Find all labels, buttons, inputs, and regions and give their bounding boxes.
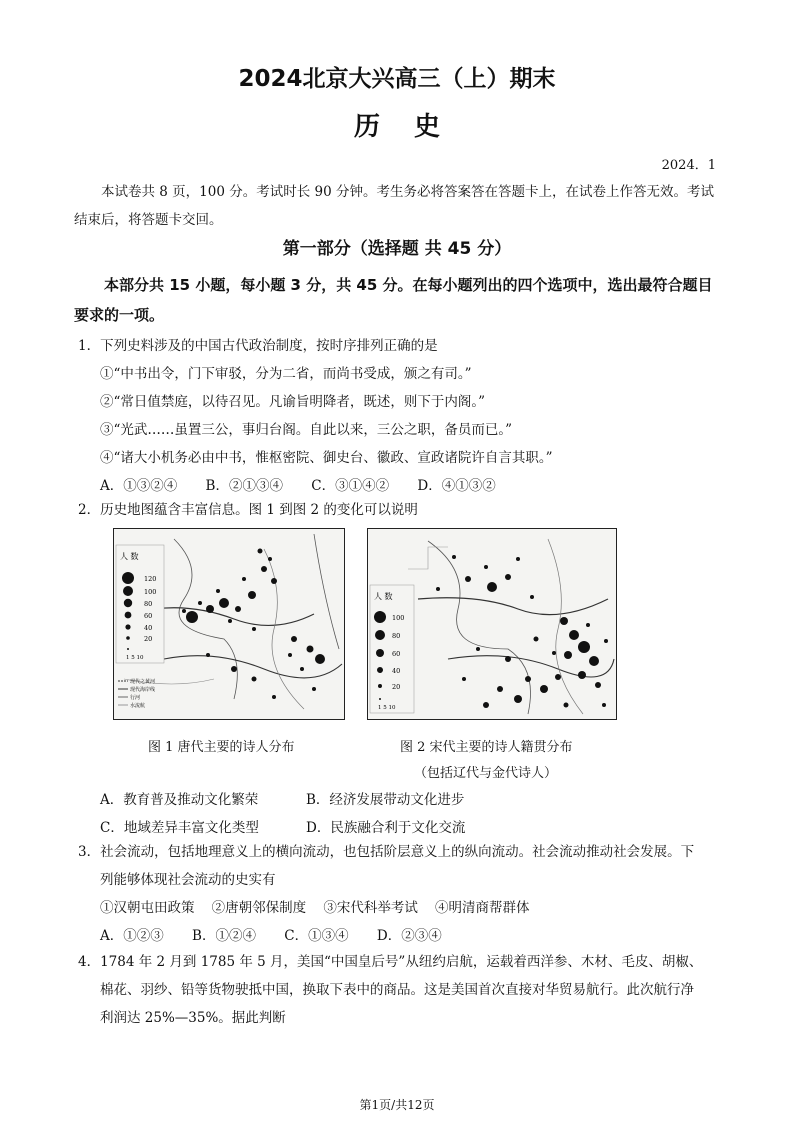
fig2-caption: 图 2 宋代主要的诗人籍贯分布 bbox=[400, 740, 573, 755]
fig1-dot bbox=[252, 627, 256, 631]
fig1-legend-dot-10 bbox=[127, 648, 129, 650]
question-4 bbox=[78, 948, 728, 1032]
q1-stem: 1．下列史料涉及的中国古代政治制度，按时序排列正确的是 bbox=[78, 338, 438, 354]
fig1-dot bbox=[206, 605, 214, 613]
question-1 bbox=[78, 332, 728, 500]
fig1-line-legend-2: 现代海岸线 bbox=[130, 687, 156, 693]
q3-items: ①汉朝屯田政策 ②唐朝邻保制度 ③宋代科举考试 ④明清商帮群体 bbox=[100, 900, 530, 916]
fig1-legend-dot-20 bbox=[126, 636, 130, 640]
fig1-legend-dot-80 bbox=[124, 599, 132, 607]
fig1-dot bbox=[206, 653, 210, 657]
part1-title: 第一部分（选择题 共 45 分） bbox=[282, 239, 512, 259]
fig2-legend-dot-80 bbox=[375, 630, 385, 640]
q1-option-d: D．④①③② bbox=[417, 478, 496, 494]
fig1-dot bbox=[242, 577, 246, 581]
fig2-dot bbox=[465, 576, 471, 582]
fig1-legend-100: 100 bbox=[144, 588, 157, 596]
fig2-legend-dot-20 bbox=[378, 684, 382, 688]
fig1-legend-title: 人 数 bbox=[120, 552, 139, 561]
fig2-legend-dot-60 bbox=[376, 649, 384, 657]
fig1-dot bbox=[271, 578, 277, 584]
fig2-dot bbox=[505, 574, 511, 580]
fig2-dot bbox=[436, 587, 440, 591]
page-footer: 第1页/共12页 bbox=[359, 1098, 435, 1112]
q1-item-3: ③“光武……虽置三公，事归台阁。自此以来，三公之职，备员而已。” bbox=[100, 422, 513, 438]
fig1-legend-80: 80 bbox=[144, 600, 153, 608]
figure-1-svg bbox=[114, 529, 344, 719]
q2-option-d: D．民族融合利于文化交流 bbox=[306, 820, 466, 836]
figure-2-map bbox=[367, 528, 617, 720]
exam-date: 2024．1 bbox=[661, 158, 716, 173]
fig2-dot bbox=[555, 674, 561, 680]
q1-item-2: ②“常日值禁庭，以待召见。凡谕旨明降者，既述，则下于内阁。” bbox=[100, 394, 486, 410]
q4-line-3: 利润达 25%—35%。据此判断 bbox=[100, 1010, 286, 1026]
fig2-dot bbox=[497, 686, 503, 692]
q3-stem-line-1: 3．社会流动，包括地理意义上的横向流动，也包括阶层意义上的纵向流动。社会流动推动社会发展。下 bbox=[78, 844, 695, 860]
fig1-legend-120: 120 bbox=[144, 575, 157, 583]
fig1-line-legend-3: 行河 bbox=[130, 695, 141, 701]
fig2-dot bbox=[476, 647, 480, 651]
fig2-dot bbox=[586, 623, 590, 627]
part1-instruction: 本部分共 15 小题，每小题 3 分，共 45 分。在每小题列出的四个选项中，选出最符合题目要求的一项。 bbox=[74, 276, 713, 324]
fig2-dot bbox=[534, 637, 539, 642]
q2-stem: 2．历史地图蕴含丰富信息。图 1 到图 2 的变化可以说明 bbox=[78, 502, 418, 518]
fig2-dot bbox=[589, 656, 599, 666]
fig1-dot bbox=[258, 549, 263, 554]
q1-option-b: B．②①③④ bbox=[205, 478, 283, 494]
fig2-dot bbox=[564, 651, 572, 659]
q3-option-d: D．②③④ bbox=[376, 928, 442, 944]
fig2-dot bbox=[525, 676, 531, 682]
q4-line-1: 4．1784 年 2 月到 1785 年 5 月，美国“中国皇后号”从纽约启航，运载着西洋参、木材、毛皮、胡椒、 bbox=[78, 954, 703, 970]
fig1-dot bbox=[312, 687, 316, 691]
question-3 bbox=[78, 838, 728, 950]
fig2-dot bbox=[564, 703, 569, 708]
fig1-caption: 图 1 唐代主要的诗人分布 bbox=[148, 740, 295, 755]
fig2-dot bbox=[578, 671, 586, 679]
fig1-dot bbox=[235, 606, 241, 612]
q3-option-c: C．①③④ bbox=[284, 928, 349, 944]
fig1-dot bbox=[252, 677, 257, 682]
fig2-dot bbox=[487, 582, 497, 592]
question-2 bbox=[78, 496, 728, 524]
fig2-legend-100: 100 bbox=[392, 614, 405, 622]
fig1-legend-1-5-10: 1 5 10 bbox=[126, 655, 144, 661]
fig2-legend-1-5-10: 1 5 10 bbox=[378, 705, 396, 711]
fig1-legend-dot-100 bbox=[123, 586, 133, 596]
fig2-dot bbox=[602, 703, 606, 707]
fig2-dot bbox=[514, 695, 522, 703]
fig2-legend-60: 60 bbox=[392, 650, 401, 658]
q2-option-a: A．教育普及推动文化繁荣 bbox=[100, 792, 259, 808]
q1-item-1: ①“中书出令，门下审驳，分为二省，而尚书受成，颁之有司。” bbox=[100, 366, 472, 382]
fig1-dot bbox=[261, 566, 267, 572]
fig2-dot bbox=[595, 682, 601, 688]
fig2-caption-sub: （包括辽代与金代诗人） bbox=[414, 766, 558, 781]
fig1-dot bbox=[300, 667, 304, 671]
fig1-dot bbox=[228, 619, 232, 623]
exam-intro: 本试卷共 8 页，100 分。考试时长 90 分钟。考生务必将答案答在答题卡上，在试卷上作答无效。考试结束后，将答题卡交回。 bbox=[74, 184, 714, 228]
q3-options bbox=[78, 922, 728, 950]
q3-option-b: B．①②④ bbox=[192, 928, 256, 944]
fig1-legend-dot-60 bbox=[125, 612, 132, 619]
fig1-dot bbox=[315, 654, 325, 664]
q1-item-4: ④“诸大小机务必由中书，惟枢密院、御史台、徽政、宣政诸院许自言其职。” bbox=[100, 450, 553, 466]
fig1-dot bbox=[219, 598, 229, 608]
fig2-legend-80: 80 bbox=[392, 632, 401, 640]
fig1-legend-40: 40 bbox=[144, 624, 153, 632]
fig2-dot bbox=[483, 702, 489, 708]
q3-option-a: A．①②③ bbox=[100, 928, 164, 944]
q1-option-c: C．③①④② bbox=[311, 478, 390, 494]
fig1-legend-dot-120 bbox=[122, 572, 134, 584]
fig2-legend-20: 20 bbox=[392, 683, 401, 691]
fig1-dot bbox=[291, 636, 297, 642]
fig1-dot bbox=[288, 653, 292, 657]
fig2-dot bbox=[552, 651, 556, 655]
fig2-dot bbox=[578, 641, 590, 653]
q2-option-c: C．地域差异丰富文化类型 bbox=[100, 820, 259, 836]
fig2-dot bbox=[540, 685, 548, 693]
q2-options-row-2 bbox=[100, 816, 512, 836]
q1-option-a: A．①③②④ bbox=[100, 478, 178, 494]
q3-stem-line-2: 列能够体现社会流动的史实有 bbox=[100, 872, 276, 888]
q2-option-b: B．经济发展带动文化进步 bbox=[306, 792, 465, 808]
fig2-dot bbox=[530, 595, 534, 599]
fig1-legend-60: 60 bbox=[144, 612, 153, 620]
fig1-dot bbox=[216, 589, 220, 593]
fig1-line-legend-4: 水流航 bbox=[130, 703, 146, 709]
fig2-dot bbox=[462, 677, 466, 681]
figure-1-map bbox=[113, 528, 345, 720]
fig1-dot bbox=[198, 601, 202, 605]
fig1-dot bbox=[272, 695, 276, 699]
figure-2-svg bbox=[368, 529, 616, 719]
fig1-dot bbox=[307, 646, 314, 653]
fig1-legend-dot-40 bbox=[125, 624, 130, 629]
fig1-dot bbox=[231, 666, 237, 672]
fig1-dot bbox=[248, 591, 256, 599]
fig2-dot bbox=[484, 565, 488, 569]
fig2-legend-dot-10 bbox=[379, 698, 381, 700]
exam-title: 2024北京大兴高三（上）期末 bbox=[238, 66, 556, 92]
subject-title: 历史 bbox=[353, 112, 474, 142]
fig1-line-legend-1: 现代之黄河 bbox=[130, 679, 156, 685]
fig2-legend-dot-100 bbox=[374, 611, 386, 623]
fig2-dot bbox=[505, 656, 511, 662]
fig2-dot bbox=[560, 617, 568, 625]
q4-line-2: 棉花、羽纱、铅等货物驶抵中国，换取下表中的商品。这是美国首次直接对华贸易航行。此次航行净 bbox=[100, 982, 694, 998]
fig1-dot bbox=[268, 557, 272, 561]
fig1-dot bbox=[186, 611, 198, 623]
fig1-legend-20: 20 bbox=[144, 635, 153, 643]
fig2-dot bbox=[452, 555, 456, 559]
fig2-legend-title: 人 数 bbox=[374, 592, 393, 601]
fig1-dot bbox=[182, 609, 186, 613]
fig2-legend-dot-40 bbox=[377, 667, 383, 673]
fig2-legend-40: 40 bbox=[392, 667, 401, 675]
fig2-dot bbox=[604, 639, 608, 643]
q2-options-row-1 bbox=[100, 788, 512, 808]
fig2-dot bbox=[569, 630, 579, 640]
fig2-dot bbox=[516, 557, 520, 561]
